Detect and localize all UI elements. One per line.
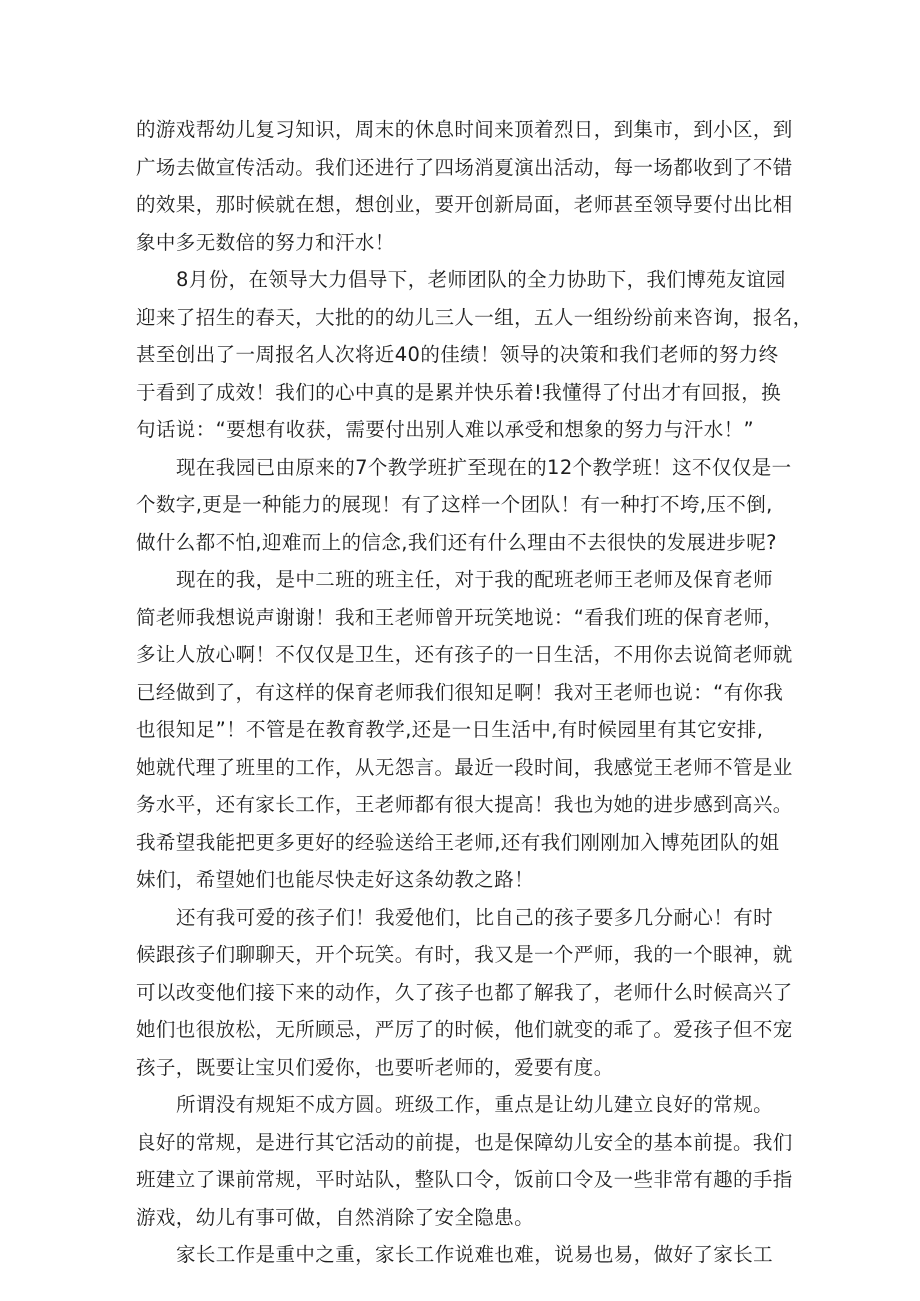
text-line: 于看到了成效！我们的心中真的是累并快乐着!我懂得了付出才有回报，换 (136, 380, 782, 404)
text-line: 象中多无数倍的努力和汗水！ (136, 230, 395, 254)
text-line: 候跟孩子们聊聊天，开个玩笑。有时，我又是一个严师，我的一个眼神，就 (136, 943, 793, 966)
text-line: 务水平，还有家长工作，王老师都有很大提高！我也为她的进步感到高兴。 (136, 793, 793, 816)
text-line: 良好的常规，是进行其它活动的前提，也是保障幼儿安全的基本前提。我们 (136, 1130, 793, 1154)
text-line: 甚至创出了一周报名人次将近40的佳绩！领导的决策和我们老师的努力终 (136, 343, 779, 366)
text-line: 孩子，既要让宝贝们爱你，也要听老师的，爱要有度。 (136, 1055, 614, 1079)
text-line: 游戏，幼儿有事可做，自然消除了安全隐患。 (136, 1205, 535, 1229)
paragraph (136, 449, 792, 562)
document-body (136, 111, 813, 1274)
text-line: 也很知足”！不管是在教育教学,还是一日生活中,有时候园里有其它安排, (136, 718, 764, 741)
paragraph (136, 561, 793, 899)
text-line: 可以改变他们接下来的动作，久了孩子也都了解我了，老师什么时候高兴了 (136, 980, 793, 1004)
text-line: 班建立了课前常规，平时站队，整队口令，饭前口令及一些非常有趣的手指 (136, 1168, 793, 1191)
paragraph (136, 261, 813, 449)
text-line: 广场去做宣传活动。我们还进行了四场消夏演出活动，每一场都收到了不错 (136, 155, 793, 179)
text-line: 现在的我，是中二班的班主任，对于我的配班老师王老师及保育老师 (176, 568, 774, 591)
paragraph (136, 1086, 793, 1236)
paragraph (136, 1236, 786, 1274)
paragraph (136, 899, 793, 1087)
text-line: 她就代理了班里的工作，从无怨言。最近一段时间，我感觉王老师不管是业 (136, 755, 793, 779)
text-line: 句话说：“要想有收获，需要付出别人难以承受和想象的努力与汗水！” (136, 418, 755, 441)
text-line: 做什么都不怕,迎难而上的信念,我们还有什么理由不去很快的发展进步呢? (136, 530, 777, 554)
paragraph (136, 111, 793, 261)
text-line: 多让人放心啊！不仅仅是卫生，还有孩子的一日生活，不用你去说简老师就 (136, 643, 793, 666)
text-line: 的效果，那时候就在想，想创业，要开创新局面，老师甚至领导要付出比相 (136, 193, 793, 216)
text-line: 的游戏帮幼儿复习知识，周末的休息时间来顶着烈日，到集市，到小区，到 (136, 118, 793, 141)
text-line: 她们也很放松，无所顾忌，严厉了的时候，他们就变的乖了。爱孩子但不宠 (136, 1018, 793, 1041)
text-line: 迎来了招生的春天，大批的的幼儿三人一组，五人一组纷纷前来咨询，报名， (136, 305, 813, 329)
text-line: 简老师我想说声谢谢！我和王老师曾开玩笑地说：“看我们班的保育老师， (136, 605, 784, 629)
text-line: 妹们，希望她们也能尽快走好这条幼教之路！ (136, 868, 535, 891)
text-line: 还有我可爱的孩子们！我爱他们，比自己的孩子要多几分耐心！有时 (176, 905, 774, 929)
text-line: 8月份，在领导大力倡导下，老师团队的全力协助下，我们博苑友谊园 (176, 268, 786, 291)
text-line: 家长工作是重中之重，家长工作说难也难，说易也易，做好了家长工 (176, 1243, 774, 1266)
text-line: 我希望我能把更多更好的经验送给王老师,还有我们刚刚加入博苑团队的姐 (136, 830, 780, 854)
text-line: 个数字,更是一种能力的展现！有了这样一个团队！有一种打不垮,压不倒, (136, 493, 773, 516)
text-line: 所谓没有规矩不成方圆。班级工作，重点是让幼儿建立良好的常规。 (176, 1093, 774, 1116)
text-line: 已经做到了，有这样的保育老师我们很知足啊！我对王老师也说：“有你我 (136, 680, 784, 704)
text-line: 现在我园已由原来的7个教学班扩至现在的12个教学班！这不仅仅是一 (176, 455, 792, 479)
